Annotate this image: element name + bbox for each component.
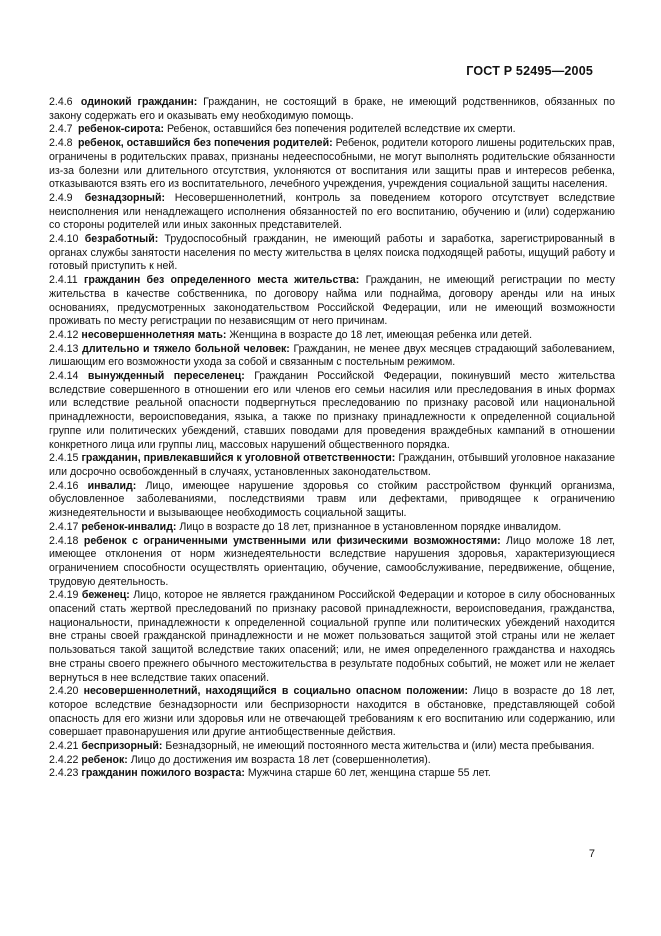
term: несовершеннолетний, находящийся в социально опасном положении:: [83, 685, 469, 698]
clause-number: 2.4.18: [49, 534, 79, 547]
definition-text: Лицо, имеющее нарушение здоровья со стойким расстройством функций организма, обусловленное заболеваниями, последствиями травм или дефектами, приводящее к ограничению жизнедеятельности и вызывающее необходимость социальной защиты.: [49, 479, 615, 520]
definition-text: Гражданин, не состоящий в браке, не имеющий родственников, обязанных по закону содержать его и оказывать ему необходимую помощь.: [49, 96, 615, 122]
definition-text: Гражданин, не имеющий регистрации по месту жительства в качестве собственника, по договору найма или поднайма, договору аренды или на иных основаниях, предусмотренных законодательством Российской Федерации, или не имеющий возможности проживать по месту регистрации по независящим от него причинам.: [49, 274, 616, 328]
term: ребенок:: [81, 753, 128, 766]
definition-text: Ребенок, родители которого лишены родительских прав, ограничены в родительских правах, признаны недееспособными, не могут выполнять родительские обязанности из-за болезни или длительного отсутствия, уклоняются от воспитания или защиты прав и интересов ребенка, отказываются взять его из воспитательного, лечебного учреждения, учреждения социальной защиты населения.: [49, 137, 615, 191]
definition-entry: [49, 137, 615, 192]
term: инвалид:: [87, 479, 137, 492]
definition-text: Лицо моложе 18 лет, имеющее отклонения от норм жизнедеятельности вследствие нарушения здоровья, характеризующиеся ограничением способности осуществлять ориентацию, обучение, самообслуживание, передвижение, общение, трудовую деятельность.: [49, 534, 615, 588]
definition-text: Гражданин, не менее двух месяцев страдающий заболеванием, лишающим его возможности ухода за собой и связанным с постельным режимом.: [49, 342, 615, 369]
term: ребенок с ограниченными умственными или физическими возможностями:: [83, 534, 501, 547]
term: несовершеннолетняя мать:: [81, 328, 227, 341]
term: гражданин без определенного места жительства:: [84, 274, 360, 287]
clause-number: 2.4.10: [49, 233, 79, 246]
definition-entry: [49, 767, 615, 781]
definition-text: Безнадзорный, не имеющий постоянного места жительства и (или) места пребывания.: [162, 740, 595, 753]
definition-entry: [49, 370, 615, 452]
term: безнадзорный:: [84, 191, 166, 204]
clause-number: 2.4.13: [49, 342, 79, 355]
clause-number: 2.4.11: [49, 274, 78, 287]
definition-entry: [49, 480, 615, 521]
definition-entry: [49, 754, 615, 768]
document-id-header: ГОСТ Р 52495—2005: [466, 64, 593, 78]
definition-text: Несовершеннолетний, контроль за поведением которого отсутствует вследствие неисполнения или ненадлежащего исполнения обязанностей по его воспитанию, обучению и (или) содержанию со стороны родителей или иных законных представителей.: [49, 191, 615, 232]
page-number: 7: [588, 848, 595, 860]
term: гражданин пожилого возраста:: [81, 767, 245, 780]
term: беспризорный:: [81, 740, 163, 753]
definition-entry: [49, 685, 615, 740]
clause-number: 2.4.23: [49, 767, 79, 780]
clause-number: 2.4.16: [49, 479, 79, 492]
definition-entry: [49, 535, 615, 590]
term: беженец:: [81, 589, 130, 602]
definition-text: Лицо, которое не является гражданином Российской Федерации и которое в силу обоснованных опасений стать жертвой преследований по признаку расовой принадлежности, вероисповедания, гражданства, национальности, принадлежности к определенной социальной группе или политических убеждений находится вне страны своей гражданской принадлежности и не может пользоваться защитой этой страны или не желает пользоваться такой защитой вследствие таких опасений; или, не имея определенного гражданства и находясь вне страны своего прежнего обычного местожительства в результате подобных событий, не может или не желает вернуться в нее вследствие таких опасений.: [49, 589, 615, 684]
clause-number: 2.4.22: [49, 753, 79, 766]
definition-entry: [49, 233, 615, 274]
definition-entry: [49, 192, 615, 233]
definition-entry: [49, 452, 615, 479]
clause-number: 2.4.8: [49, 137, 73, 150]
definition-text: Лицо в возрасте до 18 лет, признанное в установленном порядке инвалидом.: [176, 520, 562, 533]
definition-entry: [49, 343, 615, 370]
definitions-list: [49, 96, 615, 781]
definition-entry: [49, 123, 615, 137]
clause-number: 2.4.14: [49, 370, 79, 383]
definition-entry: [49, 274, 615, 329]
clause-number: 2.4.21: [49, 740, 79, 753]
definition-entry: [49, 521, 615, 535]
definition-text: Мужчина старше 60 лет, женщина старше 55 лет.: [244, 767, 491, 780]
definition-entry: [49, 96, 615, 123]
definition-text: Трудоспособный гражданин, не имеющий работы и заработка, зарегистрированный в органах службы занятости населения по месту жительства в целях поиска подходящей работы, ищущий работу и готовый приступить к ней.: [49, 233, 615, 273]
term: ребенок-инвалид:: [81, 520, 177, 533]
clause-number: 2.4.20: [49, 685, 79, 698]
term: одинокий гражданин:: [80, 96, 198, 108]
term: вынужденный переселенец:: [87, 370, 245, 383]
definition-entry: [49, 589, 615, 685]
clause-number: 2.4.7: [49, 123, 73, 136]
clause-number: 2.4.9: [49, 191, 73, 204]
term: гражданин, привлекавшийся к уголовной ответственности:: [81, 452, 396, 465]
term: ребенок, оставшийся без попечения родителей:: [77, 137, 333, 150]
definition-entry: [49, 329, 615, 343]
definition-text: Лицо в возрасте до 18 лет, которое вследствие безнадзорности или беспризорности находится в обстановке, представляющей собой опасность для его жизни или здоровья или не отвечающей требованиям к его воспитанию или содержанию, или совершает правонарушения или другие антиобщественные действия.: [49, 685, 615, 739]
definition-entry: [49, 740, 615, 754]
clause-number: 2.4.15: [49, 452, 79, 465]
definition-text: Ребенок, оставшийся без попечения родителей вследствие их смерти.: [164, 123, 516, 136]
term: ребенок-сирота:: [77, 123, 165, 136]
clause-number: 2.4.12: [49, 328, 79, 341]
clause-number: 2.4.6: [49, 96, 73, 108]
term: безработный:: [84, 233, 159, 246]
clause-number: 2.4.17: [49, 520, 79, 533]
definition-text: Гражданин, отбывший уголовное наказание или досрочно освобожденный в случаях, установленных законодательством.: [49, 452, 616, 478]
definition-text: Гражданин Российской Федерации, покинувший место жительства вследствие совершенного в отношении его или членов его семьи насилия или преследования в иных формах или вследствие реальной опасности подвергнуться преследованию по признаку расовой или национальной принадлежности, вероисповедания, языка, а также по признаку принадлежности к определенной социальной группе или политических убеждений, ставших поводами для проведения враждебных кампаний в отношении конкретного лица или группы лиц, массовых нарушений общественного порядка.: [49, 370, 615, 451]
term: длительно и тяжело больной человек:: [82, 342, 290, 355]
clause-number: 2.4.19: [49, 589, 79, 602]
definition-text: Лицо до достижения им возраста 18 лет (совершеннолетия).: [127, 753, 431, 766]
definition-text: Женщина в возрасте до 18 лет, имеющая ребенка или детей.: [226, 328, 533, 341]
